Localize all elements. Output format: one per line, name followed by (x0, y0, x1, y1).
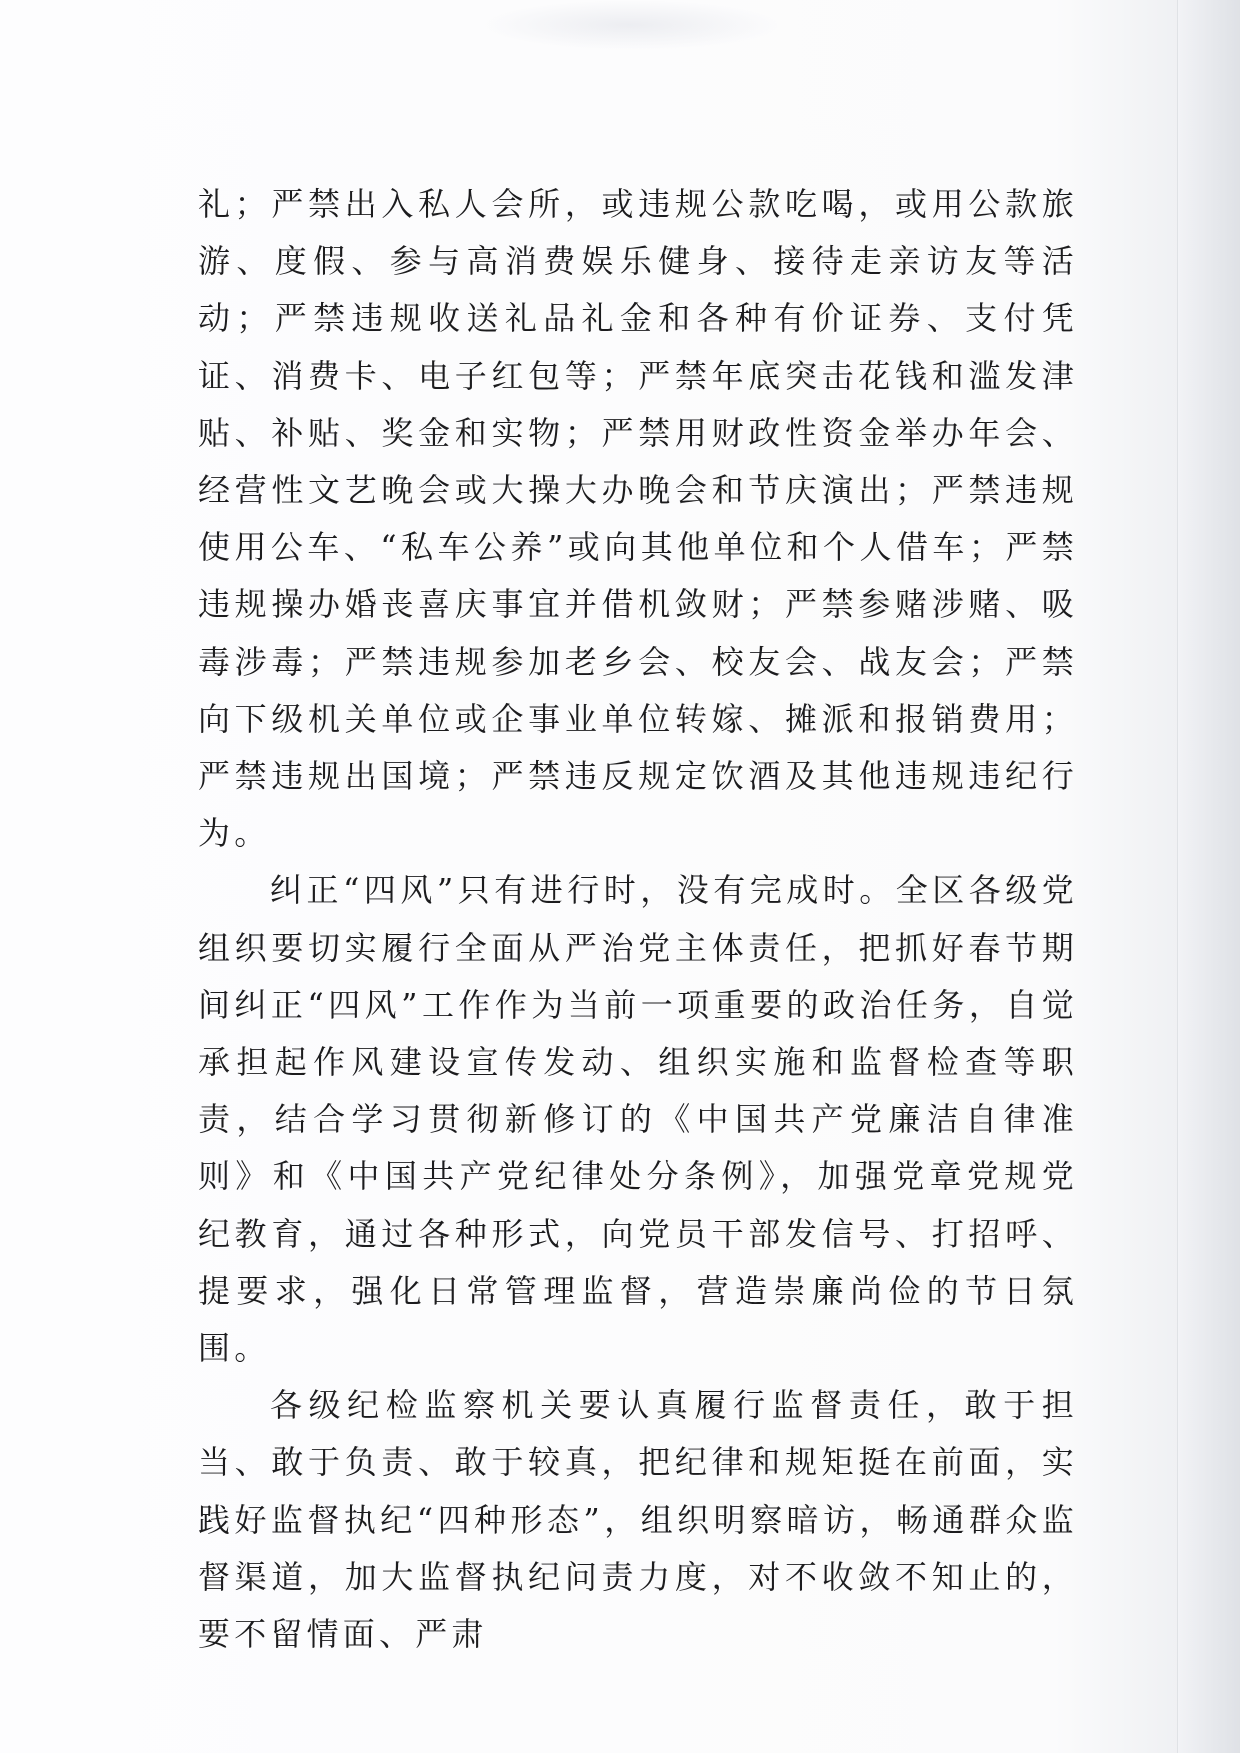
paragraph-prohibitions-list: 礼；严禁出入私人会所，或违规公款吃喝，或用公款旅游、度假、参与高消费娱乐健身、接待走亲访友等活动；严禁违规收送礼品礼金和各种有价证券、支付凭证、消费卡、电子红包等；严禁年底突击花钱和滥发津贴、补贴、奖金和实物；严禁用财政性资金举办年会、经营性文艺晚会或大操大办晚会和节庆演出；严禁违规使用公车、“私车公养”或向其他单位和个人借车；严禁违规操办婚丧喜庆事宜并借机敛财；严禁参赌涉赌、吸毒涉毒；严禁违规参加老乡会、校友会、战友会；严禁向下级机关单位或企事业单位转嫁、摊派和报销费用；严禁违规出国境；严禁违反规定饮酒及其他违规违纪行为。 (198, 185, 1078, 853)
scan-paper-edge (1177, 0, 1240, 1753)
paragraph-discipline-supervision: 各级纪检监察机关要认真履行监督责任，敢于担当、敢于负责、敢于较真，把纪律和规矩挺在前面，实践好监督执纪“四种形态”，组织明察暗访，畅通群众监督渠道，加大监督执纪问责力度，对不收敛不知止的，要不留情面、严肃 (198, 1386, 1078, 1654)
document-body (198, 176, 1078, 1663)
paragraph-four-winds-correction: 纠正“四风”只有进行时，没有完成时。全区各级党组织要切实履行全面从严治党主体责任，把抓好春节期间纠正“四风”工作作为当前一项重要的政治任务，自觉承担起作风建设宣传发动、组织实施和监督检查等职责，结合学习贯彻新修订的《中国共产党廉洁自律准则》和《中国共产党纪律处分条例》，加强党章党规党纪教育，通过各种形式，向党员干部发信号、打招呼、提要求，强化日常管理监督，营造崇廉尚俭的节日氛围。 (198, 871, 1078, 1368)
scan-bleed-through (480, 0, 780, 50)
